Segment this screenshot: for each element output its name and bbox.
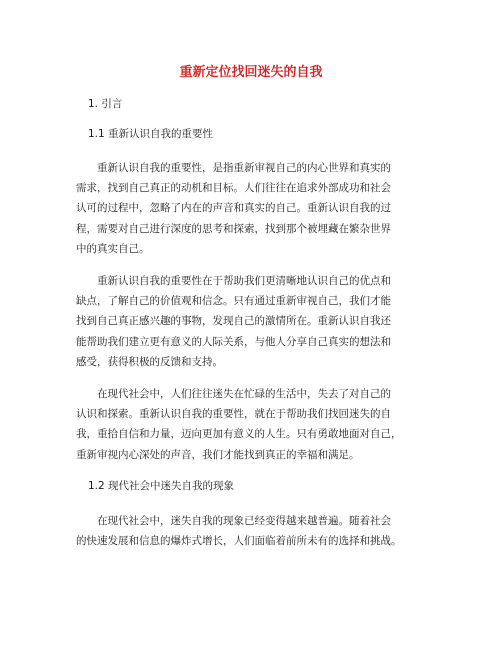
paragraph-line: 程，需要对自己进行深度的思考和探索，找到那个被埋藏在繁杂世界 [76, 222, 391, 235]
paragraph-line: 认可的过程中，忽略了内在的声音和真实的自己。重新认识自我的过 [76, 202, 391, 215]
subsection-heading-1-2: 1.2 现代社会中迷失自我的现象 [88, 480, 235, 492]
paragraph-line: 认识和探索。重新认识自我的重要性，就在于帮助我们找回迷失的自 [76, 408, 391, 421]
paragraph-line: 我，重拾自信和力量，迈向更加有意义的人生。只有勇敢地面对自己， [76, 428, 402, 441]
section-heading-intro: 1. 引言 [88, 98, 123, 110]
paragraph-line: 感受，获得积极的反馈和支持。 [76, 355, 223, 368]
paragraph-line: 中的真实自己。 [76, 242, 150, 255]
paragraph-line: 的快速发展和信息的爆炸式增长，人们面临着前所未有的选择和挑战。 [76, 535, 402, 548]
paragraph-4 [76, 511, 446, 551]
paragraph-2 [76, 271, 446, 372]
paragraph-line: 重新审视内心深处的声音，我们才能找到真正的幸福和满足。 [76, 448, 360, 461]
paragraph-line: 重新认识自我的重要性，是指重新审视自己的内心世界和真实的 [97, 162, 391, 174]
paragraph-line: 在现代社会中，迷失自我的现象已经变得越来越普遍。随着社会 [97, 515, 391, 527]
paragraph-line: 找到自己真正感兴趣的事物，发现自己的激情所在。重新认识自我还 [76, 315, 391, 328]
document-title: 重新定位找回迷失的自我 [179, 65, 323, 80]
paragraph-line: 在现代社会中，人们往往迷失在忙碌的生活中，失去了对自己的 [97, 388, 391, 400]
paragraph-line: 能帮助我们建立更有意义的人际关系，与他人分享自己真实的想法和 [76, 335, 391, 348]
paragraph-line: 缺点，了解自己的价值观和信念。只有通过重新审视自己，我们才能 [76, 295, 391, 308]
subsection-heading-1-1: 1.1 重新认识自我的重要性 [88, 128, 214, 140]
paragraph-1 [76, 158, 446, 259]
paragraph-line: 重新认识自我的重要性在于帮助我们更清晰地认识自己的优点和 [97, 275, 391, 287]
paragraph-line: 需求，找到自己真正的动机和目标。人们往往在追求外部成功和社会 [76, 182, 391, 195]
paragraph-3 [76, 384, 446, 465]
